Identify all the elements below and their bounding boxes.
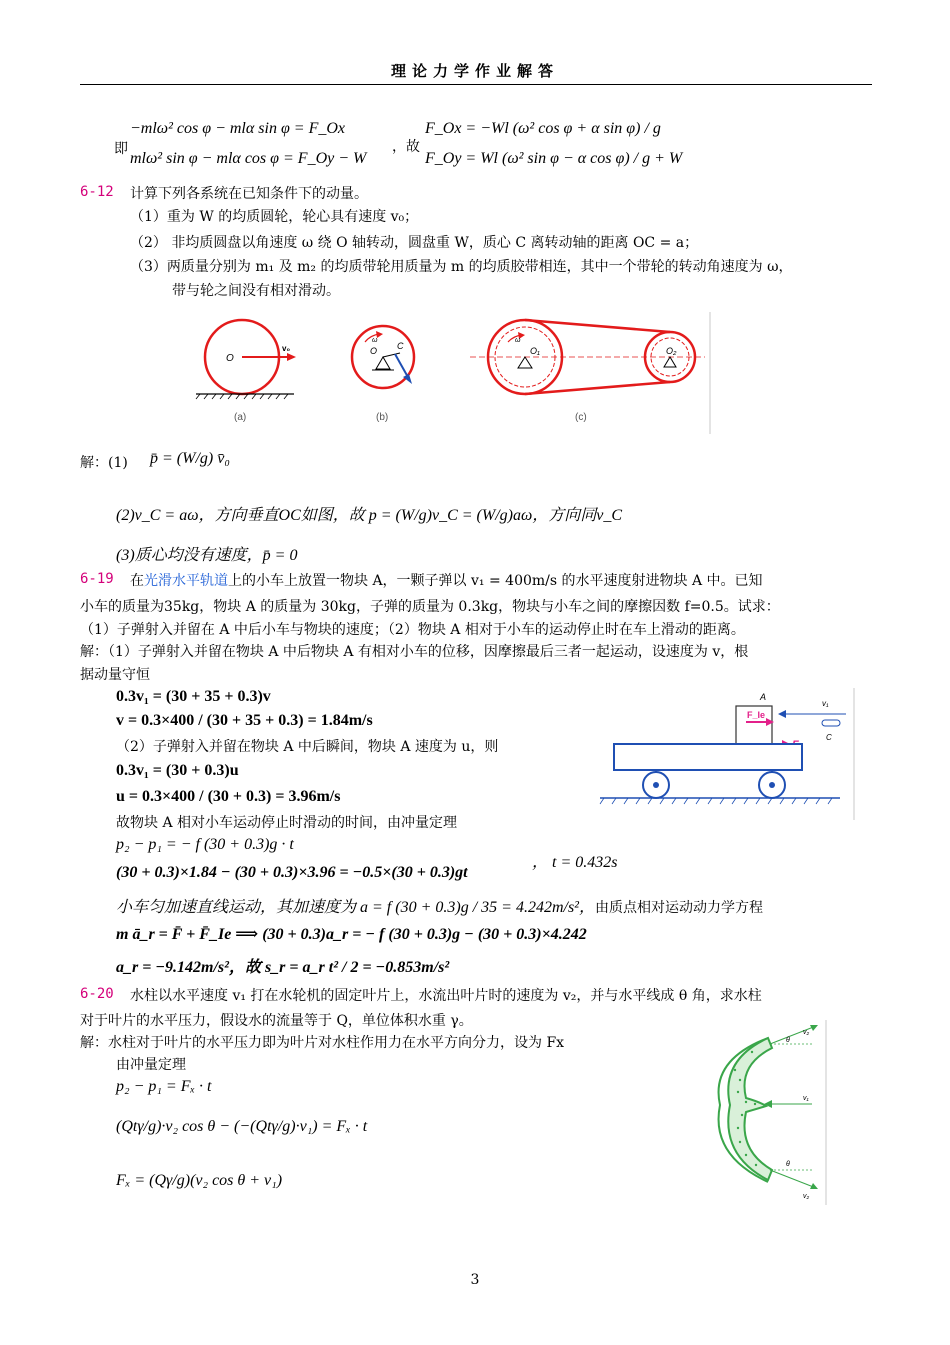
figure-b-rotating-disk [352, 326, 414, 423]
svg-text:O: O [226, 353, 234, 364]
top-eq-1: −mlω² cos φ − mlα sin φ = F_Ox [130, 120, 346, 137]
eq-6-19-7: m ā_r = F̄ + F̄_Ie ⟹ (30 + 0.3)a_r = − f (30 + 0.3)g − (30 + 0.3)×4.242 [116, 926, 587, 943]
eq-6-19-6b: ， t = 0.432s [532, 854, 618, 871]
eq-6-19-2: v = 0.3×400 / (30 + 35 + 0.3) = 1.84m/s [116, 712, 373, 729]
solution-6-12-eq-1: p̄ = (W/g) v̄₀ [150, 450, 230, 467]
top-eq-4: F_Oy = Wl (ω² sin φ − α cos φ) / g + W [425, 150, 683, 167]
problem-6-20-line-2: 对于叶片的水平压力，假设水的流量等于 Q，单位体积水重 γ。 [80, 1013, 473, 1029]
label-v2-620: v₂ [803, 1029, 810, 1036]
eq-6-20-3: Fₓ = (Qγ/g)(v₂ cos θ + v₁) [116, 1172, 283, 1189]
text-6-19-2: （2）子弹射入并留在物块 A 中后瞬间，物块 A 速度为 u，则 [116, 739, 499, 755]
header-rule [80, 84, 872, 85]
problem-6-19-line-5: 据动量守恒 [80, 667, 150, 683]
problem-6-20-line-3: 解：水柱对于叶片的水平压力即为叶片对水柱作用力在水平方向分力，设为 Fx [80, 1035, 565, 1051]
smooth-track-link[interactable]: 光滑水平轨道 [144, 573, 228, 589]
svg-text:O₁: O₁ [530, 346, 540, 356]
figure-c-belt-pulleys [470, 320, 705, 423]
svg-text:ω: ω [515, 337, 521, 344]
label-FIe: F_Ie [747, 710, 766, 720]
page-header: 理论力学作业解答 [390, 62, 559, 80]
problem-6-19-line-4: 解：（1）子弹射入并留在物块 A 中后物块 A 有相对小车的位移，因摩擦最后三者一起运动，设速度为 v，根 [80, 644, 749, 660]
problem-6-12-item-3b: 带与轮之间没有相对滑动。 [172, 283, 340, 299]
problem-6-20-line-4: 由冲量定理 [116, 1057, 186, 1073]
eq-6-19-5: p₂ − p₁ = − f (30 + 0.3)g · t [116, 836, 294, 853]
svg-text:C: C [397, 341, 404, 351]
eq-6-20-1: p₂ − p₁ = Fₓ · t [116, 1078, 212, 1095]
top-eq-2: mlω² sin φ − mlα cos φ = F_Oy − W [130, 150, 367, 167]
figure-6-20-blade [700, 1020, 830, 1205]
text-6-19-3: 故物块 A 相对小车运动停止时滑动的时间，由冲量定理 [116, 815, 458, 831]
figure-6-19-cart [596, 688, 858, 820]
top-eq-3: F_Ox = −Wl (ω² cos φ + α sin φ) / g [425, 120, 661, 137]
page-number: 3 [470, 1272, 480, 1288]
svg-text:ω: ω [372, 337, 378, 344]
label-theta-620-b: θ [786, 1161, 790, 1168]
eq-6-19-8: a_r = −9.142m/s²，故 s_r = a_r t² / 2 = −0.853m/s² [116, 959, 450, 976]
gu-label: ，故 [392, 139, 420, 155]
label-v1: v₁ [822, 699, 829, 708]
problem-6-19-line-2: 小车的质量为35kg，物块 A 的质量为 30kg，子弹的质量为 0.3kg，物块与小车之间的摩擦因数 f=0.5。试求： [80, 599, 780, 615]
text-fragment: 在 [130, 573, 144, 589]
eq-6-19-1: 0.3v₁ = (30 + 35 + 0.3)v [116, 688, 271, 705]
label-A: A [760, 692, 767, 702]
svg-text:O: O [370, 346, 378, 356]
problem-6-12-item-3a: （3）两质量分别为 m₁ 及 m₂ 的均质带轮用质量为 m 的均质胶带相连，其中一个带轮的转动角速度为 ω， [130, 259, 793, 275]
problem-6-20-line-1: 水柱以水平速度 v₁ 打在水轮机的固定叶片上，水流出叶片时的速度为 v₂，并与水平线成 θ 角，求水柱 [130, 988, 762, 1004]
figure-6-12 [190, 312, 712, 434]
problem-6-19-line-1 [130, 570, 763, 590]
eq-6-20-2: (Qtγ/g)·v₂ cos θ − (−(Qtγ/g)·v₁) = Fₓ · t [116, 1118, 368, 1135]
problem-6-12-title: 计算下列各系统在已知条件下的动量。 [130, 186, 368, 202]
problem-6-12-item-1: （1）重为 W 的均质圆轮，轮心具有速度 v₀； [130, 209, 419, 225]
svg-text:v₀: v₀ [282, 344, 291, 353]
text-6-19-4 [116, 894, 763, 917]
problem-number-6-12: 6-12 [80, 184, 114, 200]
label-C: C [826, 733, 832, 742]
text-fragment: 小车匀加速直线运动，其加速度为 a = f (30 + 0.3)g / 35 = 4.242m/s²， [116, 899, 595, 916]
eq-6-19-4: u = 0.3×400 / (30 + 0.3) = 3.96m/s [116, 788, 341, 805]
svg-text:O₂: O₂ [666, 346, 677, 356]
label-theta-620: θ [786, 1037, 790, 1044]
text-fragment: 由质点相对运动动力学方程 [594, 900, 763, 916]
solution-6-12-eq-2: (2)v_C = aω，方向垂直OC如图，故 p = (W/g)v_C = (W/g)aω，方向同v_C [116, 507, 623, 524]
figure-a-rolling-wheel [196, 320, 296, 423]
eq-6-19-3: 0.3v₁ = (30 + 0.3)u [116, 762, 239, 779]
figure-b-label: (b) [376, 412, 389, 423]
figure-c-label: (c) [575, 412, 587, 423]
label-v2-620-b: v₂ [803, 1193, 810, 1200]
ji-label: 即 [114, 141, 128, 157]
text-fragment: 上的小车上放置一物块 A，一颗子弹以 v₁ = 400m/s 的水平速度射进物块 A 中。已知 [228, 573, 763, 589]
problem-6-19-line-3: （1）子弹射入并留在 A 中后小车与物块的速度；（2）物块 A 相对于小车的运动停止时在车上滑动的距离。 [80, 622, 745, 638]
problem-number-6-20: 6-20 [80, 986, 114, 1002]
label-v1-620: v₁ [803, 1095, 809, 1102]
eq-6-19-6: (30 + 0.3)×1.84 − (30 + 0.3)×3.96 = −0.5×(30 + 0.3)gt [116, 864, 468, 881]
solution-6-12-eq-3: (3)质心均没有速度，p̄ = 0 [116, 547, 298, 564]
problem-number-6-19: 6-19 [80, 571, 114, 587]
figure-a-label: (a) [234, 412, 247, 423]
problem-6-12-item-2: （2） 非均质圆盘以角速度 ω 绕 O 轴转动，圆盘重 W，质心 C 离转动轴的距离 OC = a； [130, 235, 699, 251]
solution-label-1: 解：(1) [80, 455, 128, 471]
